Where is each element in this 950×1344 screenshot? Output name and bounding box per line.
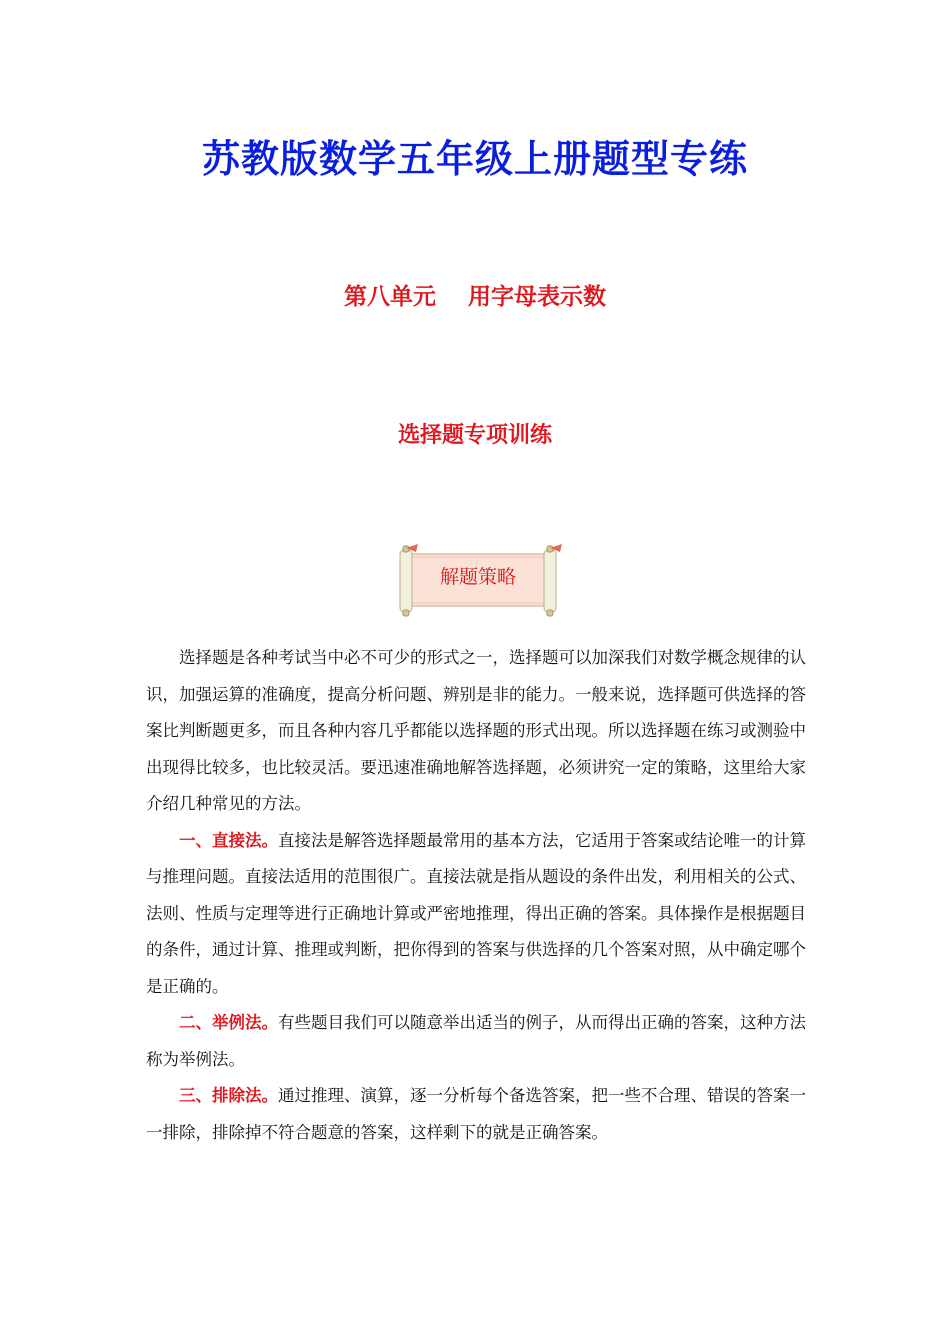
unit-title: 第八单元 用字母表示数 bbox=[343, 284, 607, 310]
strategy-banner bbox=[392, 544, 564, 618]
section-title: 选择题专项训练 bbox=[397, 423, 552, 448]
method-text-elimination: 通过推理、演算，逐一分析每个备选答案，把一些不合理、错误的答案一一排除，排除掉不符合题意的答案，这样剩下的就是正确答案。 bbox=[146, 1086, 806, 1142]
method-label-direct: 一、直接法。 bbox=[179, 830, 278, 850]
method-label-example: 二、举例法。 bbox=[179, 1013, 278, 1032]
method-label-elimination: 三、排除法。 bbox=[179, 1086, 278, 1105]
strategy-banner-label: 解题策略 bbox=[439, 566, 516, 588]
main-title: 苏教版数学五年级上册题型专练 bbox=[201, 136, 748, 181]
method-text-direct: 直接法是解答选择题最常用的基本方法，它适用于答案或结论唯一的计算与推理问题。直接法适用的范围很广。直接法就是指从题设的条件出发，利用相关的公式、法则、性质与定理等进行正确地计算或严密地推理，得出正确的答案。具体操作是根据题目的条件，通过计算、推理或判断，把你得到的答案与供选择的几个答案对照，从中确定哪个是正确的。 bbox=[146, 830, 806, 996]
method-text-example: 有些题目我们可以随意举出适当的例子，从而得出正确的答案，这种方法称为举例法。 bbox=[146, 1013, 806, 1069]
intro-paragraph: 选择题是各种考试当中必不可少的形式之一，选择题可以加深我们对数学概念规律的认识，加强运算的准确度，提高分析问题、辨别是非的能力。一般来说，选择题可供选择的答案比判断题更多，而且各种内容几乎都能以选择题的形式出现。所以选择题在练习或测验中出现得比较多，也比较灵活。要迅速准确地解答选择题，必须讲究一定的策略，这里给大家介绍几种常见的方法。 bbox=[146, 648, 806, 813]
article-body bbox=[146, 640, 806, 1151]
method-paragraph-example bbox=[146, 1005, 806, 1078]
method-paragraph-direct bbox=[146, 823, 806, 1006]
method-paragraph-elimination bbox=[146, 1078, 806, 1151]
